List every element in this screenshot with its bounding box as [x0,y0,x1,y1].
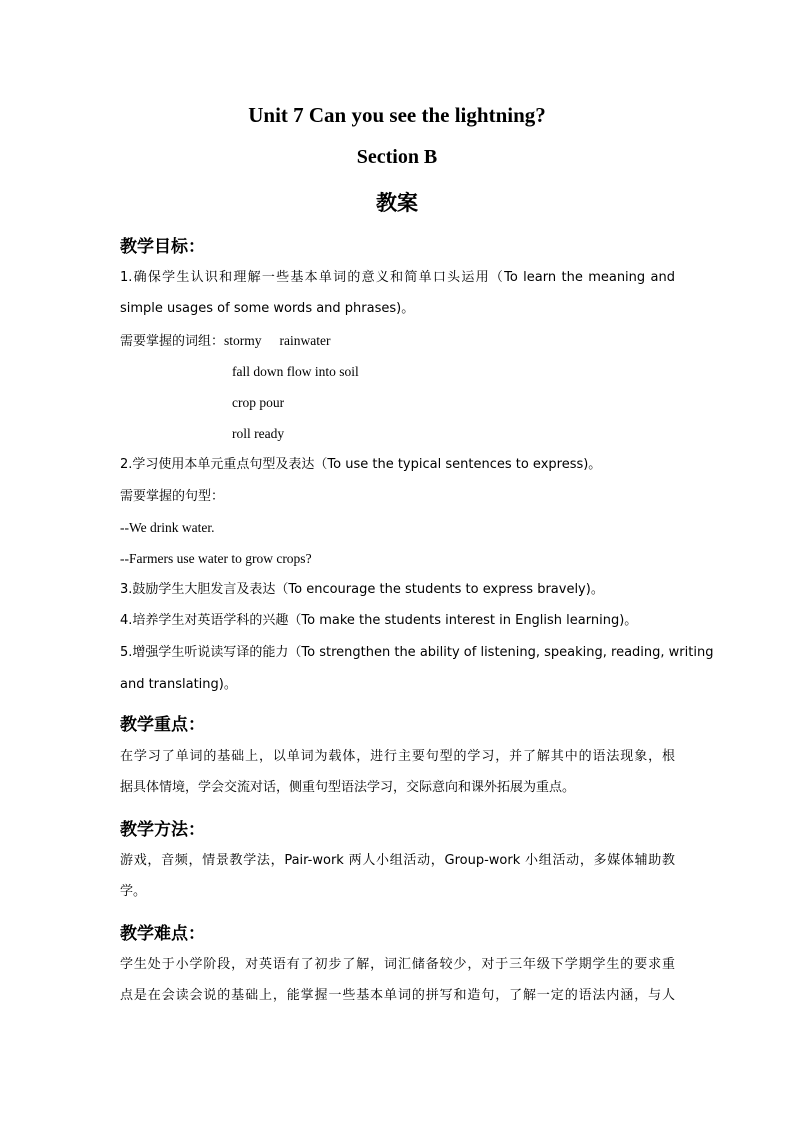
sentence-1 [120,520,675,537]
difficulties-line-1: 学生处于小学阶段，对英语有了初步了解，词汇储备较少，对于三年级下学期学生的要求重 [120,957,675,972]
objective-5-line-2: and translating)。 [120,677,237,692]
objective-1-line-1: 1.确保学生认识和理解一些基本单词的意义和简单口头运用（To learn the meaning and [120,270,675,285]
methods-line-2: 学。 [120,884,147,899]
sentence-text: --We drink water. [120,520,215,535]
objective-1-line-2: simple usages of some words and phrases)。 [120,301,415,316]
key-points-line-2: 据具体情境，学会交流对话，侧重句型语法学习，交际意向和课外拓展为重点。 [120,780,576,795]
key-points-line-1: 在学习了单词的基础上，以单词为载体，进行主要句型的学习，并了解其中的语法现象，根 [120,749,675,764]
phrases-label: 需要掌握的词组： [120,334,225,349]
phrase: fall down flow into soil [232,364,359,379]
phrases-row-1 [120,333,675,350]
sentence-2 [120,551,675,568]
sentences-label: 需要掌握的句型： [120,489,225,504]
phrase: rainwater [279,333,331,348]
key-points-heading: 教学重点： [120,715,205,735]
objective-3: 3.鼓励学生大胆发言及表达（To encourage the students to express bravely)。 [120,582,604,597]
sentence-text: --Farmers use water to grow crops? [120,551,312,566]
objective-2: 2.学习使用本单元重点句型及表达（To use the typical sentences to express)。 [120,457,602,472]
phrases-row-3 [232,395,787,412]
phrase: crop pour [232,395,285,410]
phrases-row-2 [232,364,787,381]
difficulties-line-2: 点是在会读会说的基础上，能掌握一些基本单词的拼写和造句，了解一定的语法内涵，与人 [120,988,675,1003]
objective-4: 4.培养学生对英语学科的兴趣（To make the students interest in English learning)。 [120,613,638,628]
methods-line-1: 游戏，音频，情景教学法，Pair-work 两人小组活动，Group-work 小组活动，多媒体辅助教 [120,853,675,868]
difficulties-heading: 教学难点： [120,924,205,944]
phrases-row-4 [232,426,787,443]
objectives-heading: 教学目标： [120,237,205,257]
document-title: Unit 7 Can you see the lightning? [248,103,546,127]
phrase: roll ready [232,426,285,441]
document-type: 教案 [376,190,418,215]
methods-heading: 教学方法： [120,820,205,840]
objective-5-line-1: 5.增强学生听说读写译的能力（To strengthen the ability of listening, speaking, reading, writing [120,645,714,660]
section-title: Section B [356,146,438,168]
phrase: stormy [224,333,262,348]
